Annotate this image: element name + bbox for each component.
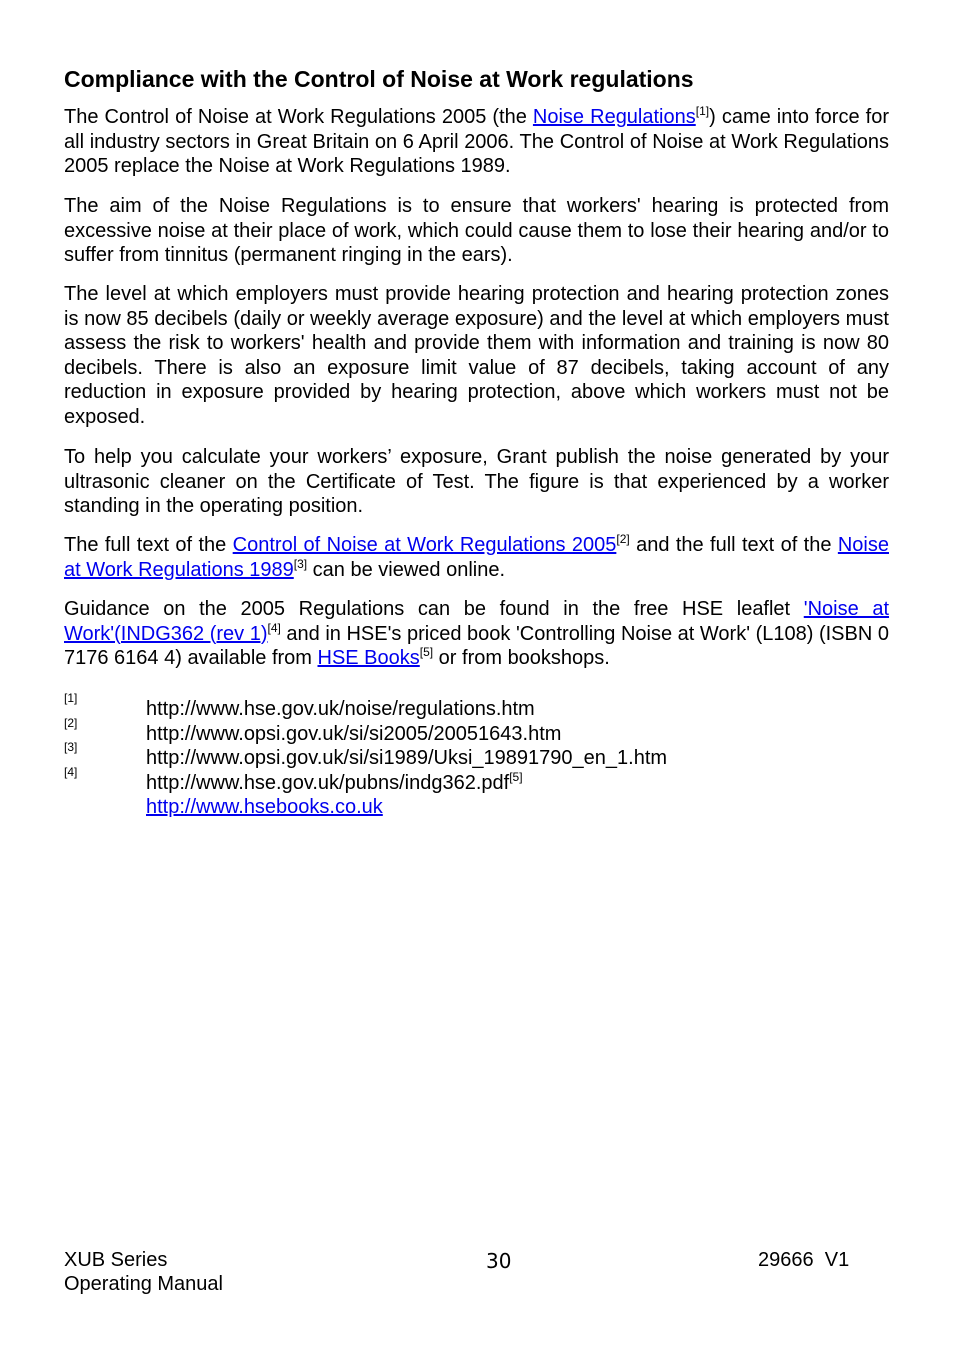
page-number: 30 bbox=[486, 1249, 512, 1273]
footnote-ref-5: [5] bbox=[419, 645, 434, 660]
reference-marker: [4] bbox=[64, 764, 78, 779]
document-reference: 29666 V1 bbox=[758, 1249, 850, 1271]
hse-books-link[interactable]: HSE Books bbox=[317, 647, 420, 670]
footer-manual-title: Operating Manual bbox=[64, 1273, 223, 1295]
noise-at-work-leaflet-link[interactable]: 'Noise at Work'(INDG362 (rev 1) bbox=[64, 598, 890, 645]
guidance-text-middle: and in HSE's priced book 'Controlling Noise at Work' (L108) (ISBN 0 7176 6164 4) available from bbox=[64, 622, 889, 670]
footer-product bbox=[64, 1248, 223, 1296]
reference-marker: [3] bbox=[64, 740, 78, 754]
section-heading: Compliance with the Control of Noise at Work regulations bbox=[64, 66, 694, 92]
footnote-ref-2: [2] bbox=[616, 532, 630, 546]
intro-text-end: ) came into force for all industry sectors in Great Britain on 6 April 2006. The Control of Noise at Work Regulations 2005 replace the Noise at Work Regulations 1989. bbox=[64, 106, 889, 178]
reference-url bbox=[146, 771, 523, 796]
reference-item bbox=[64, 715, 889, 747]
reference-item bbox=[64, 795, 889, 820]
footnote-ref-3: [3] bbox=[293, 556, 308, 571]
paragraph-aim: The aim of the Noise Regulations is to ensure that workers' hearing is protected from excessive noise at their place of work, which could cause them to lose their hearing and/or to suffer from tinnitus (permanent ringing in the ears). bbox=[64, 195, 889, 267]
reference-item bbox=[64, 691, 889, 722]
reference-url: http://www.opsi.gov.uk/si/si1989/Uksi_19891790_en_1.htm bbox=[146, 747, 668, 769]
paragraph-calculation: To help you calculate your workers’ exposure, Grant publish the noise generated by your ultrasonic cleaner on the Certificate of Test. The figure is that experienced by a worker standing in the operating position. bbox=[64, 446, 889, 518]
regulations-1989-link[interactable]: Noise at Work Regulations 1989 bbox=[64, 534, 889, 581]
references-list bbox=[64, 691, 889, 820]
footnote-ref-4: [4] bbox=[267, 620, 281, 635]
hsebooks-url-link[interactable]: http://www.hsebooks.co.uk bbox=[146, 796, 383, 818]
full-text-middle: and the full text of the bbox=[629, 534, 838, 556]
reference-marker: [2] bbox=[64, 715, 78, 730]
reference-item bbox=[64, 740, 889, 771]
paragraph-levels: The level at which employers must provide hearing protection and hearing protection zones is now 85 decibels (daily or weekly average exposure) and the level at which employers must assess the risk to workers' health and provide them with information and training is now 80 decibels. There is also an exposure limit value of 87 decibels, taking account of any reduction in exposure provided by hearing protection, above which workers must not be exposed. bbox=[64, 283, 889, 428]
reference-marker: [1] bbox=[64, 691, 78, 705]
reference-url: http://www.hse.gov.uk/noise/regulations.htm bbox=[146, 698, 535, 720]
reference-url: http://www.opsi.gov.uk/si/si2005/20051643.htm bbox=[146, 722, 562, 745]
footnote-ref-1: [1] bbox=[695, 104, 710, 118]
full-text-end: can be viewed online. bbox=[307, 558, 506, 581]
regulations-2005-link[interactable]: Control of Noise at Work Regulations 2005 bbox=[232, 534, 617, 556]
reference-url-text: http://www.hse.gov.uk/pubns/indg362.pdf bbox=[146, 771, 510, 794]
footnote-ref-5: [5] bbox=[509, 769, 523, 784]
paragraph-intro bbox=[64, 105, 889, 179]
guidance-text-end: or from bookshops. bbox=[433, 647, 610, 670]
full-text-start: The full text of the bbox=[64, 534, 233, 556]
noise-regulations-link[interactable]: Noise Regulations bbox=[532, 106, 696, 128]
paragraph-full-text bbox=[64, 533, 889, 582]
reference-item bbox=[64, 764, 889, 796]
guidance-text-start: Guidance on the 2005 Regulations can be found in the free HSE leaflet bbox=[64, 598, 804, 620]
paragraph-guidance bbox=[64, 597, 889, 671]
intro-text-start: The Control of Noise at Work Regulations 2005 (the bbox=[64, 106, 533, 128]
footer-series: XUB Series bbox=[64, 1249, 168, 1271]
